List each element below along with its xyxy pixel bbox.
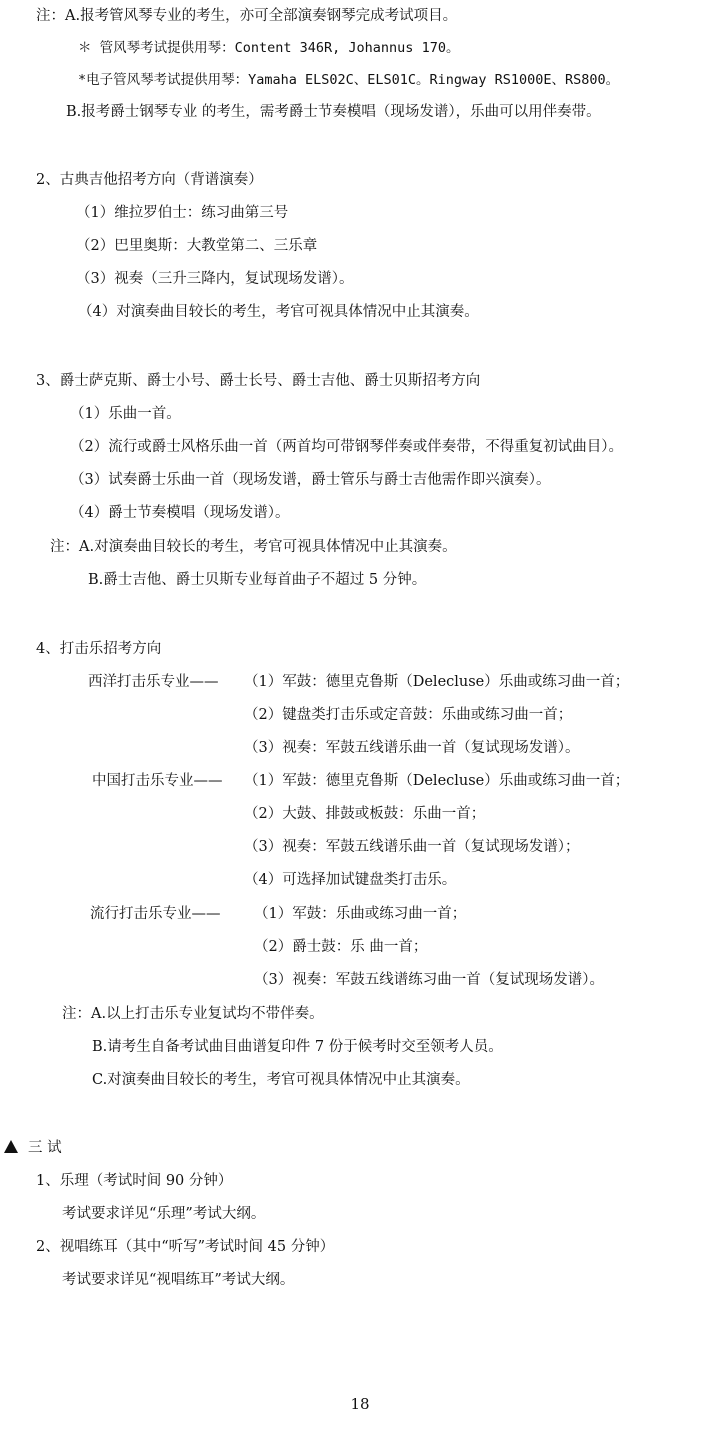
percussion-note: C.对演奏曲目较长的考生，考官可视具体情况中止其演奏。	[92, 1072, 470, 1088]
western-percussion-item: （3）视奏：军鼓五线谱乐曲一首（复试现场发谱）。	[244, 740, 580, 756]
pop-percussion-item: （1）军鼓：乐曲或练习曲一首；	[254, 906, 467, 922]
chinese-percussion-item: （4）可选择加试键盘类打击乐。	[244, 872, 457, 888]
electronic-organ-supplied-note: *电子管风琴考试提供用琴：Yamaha ELS02C、ELS01C。Ringway RS1000E、RS800。	[78, 72, 620, 88]
organ-note-a: 注：A.报考管风琴专业的考生，亦可全部演奏钢琴完成考试项目。	[36, 8, 458, 24]
jazz-note-b: B.爵士吉他、爵士贝斯专业每首曲子不超过 5 分钟。	[88, 572, 427, 588]
triangle-icon	[4, 1140, 18, 1153]
pop-percussion-item: （2）爵士鼓：乐 曲一首；	[254, 939, 428, 955]
jazz-item: （3）试奏爵士乐曲一首（现场发谱，爵士管乐与爵士吉他需作即兴演奏）。	[70, 472, 551, 488]
jazz-item: （2）流行或爵士风格乐曲一首（两首均可带钢琴伴奏或伴奏带，不得重复初试曲目）。	[70, 439, 623, 455]
classical-guitar-item: （2）巴里奥斯：大教堂第二、三乐章	[76, 238, 318, 254]
percussion-heading: 4、打击乐招考方向	[36, 641, 162, 657]
western-percussion-item: （1）军鼓：德里克鲁斯（Delecluse）乐曲或练习曲一首；	[244, 674, 630, 690]
jazz-note-a: 注：A.对演奏曲目较长的考生，考官可视具体情况中止其演奏。	[50, 539, 457, 555]
organ-supplied-note: ＊ 管风琴考试提供用琴：Content 346R, Johannus 170。	[78, 40, 460, 56]
chinese-percussion-item: （3）视奏：军鼓五线谱乐曲一首（复试现场发谱）；	[244, 839, 580, 855]
jazz-item: （1）乐曲一首。	[70, 406, 181, 422]
classical-guitar-item: （3）视奏（三升三降内，复试现场发谱）。	[76, 271, 354, 287]
third-exam-heading: 三 试	[28, 1140, 62, 1156]
classical-guitar-item: （1）维拉罗伯士：练习曲第三号	[76, 205, 289, 221]
percussion-note: 注：A.以上打击乐专业复试均不带伴奏。	[62, 1006, 324, 1022]
western-percussion-item: （2）键盘类打击乐或定音鼓：乐曲或练习曲一首；	[244, 707, 573, 723]
percussion-note: B.请考生自备考试曲目曲谱复印件 7 份于候考时交至领考人员。	[92, 1039, 503, 1055]
pop-percussion-label: 流行打击乐专业——	[90, 906, 221, 922]
page-number: 18	[350, 1395, 370, 1413]
chinese-percussion-item: （2）大鼓、排鼓或板鼓：乐曲一首；	[244, 806, 486, 822]
jazz-piano-note-b: B.报考爵士钢琴专业 的考生，需考爵士节奏模唱（现场发谱），乐曲可以用伴奏带。	[66, 104, 601, 120]
chinese-percussion-label: 中国打击乐专业——	[92, 773, 223, 789]
western-percussion-label: 西洋打击乐专业——	[88, 674, 219, 690]
chinese-percussion-item: （1）军鼓：德里克鲁斯（Delecluse）乐曲或练习曲一首；	[244, 773, 630, 789]
classical-guitar-item: （4）对演奏曲目较长的考生，考官可视具体情况中止其演奏。	[78, 304, 479, 320]
jazz-item: （4）爵士节奏模唱（现场发谱）。	[70, 505, 290, 521]
pop-percussion-item: （3）视奏：军鼓五线谱练习曲一首（复试现场发谱）。	[254, 972, 604, 988]
solfege-desc: 考试要求详见“视唱练耳”考试大纲。	[62, 1272, 295, 1288]
music-theory-desc: 考试要求详见“乐理”考试大纲。	[62, 1206, 266, 1222]
third-exam-heading-row	[4, 1138, 62, 1158]
solfege-item: 2、视唱练耳（其中“听写”考试时间 45 分钟）	[36, 1239, 335, 1255]
jazz-heading: 3、爵士萨克斯、爵士小号、爵士长号、爵士吉他、爵士贝斯招考方向	[36, 373, 481, 389]
music-theory-item: 1、乐理（考试时间 90 分钟）	[36, 1173, 233, 1189]
classical-guitar-heading: 2、古典吉他招考方向（背谱演奏）	[36, 172, 263, 188]
